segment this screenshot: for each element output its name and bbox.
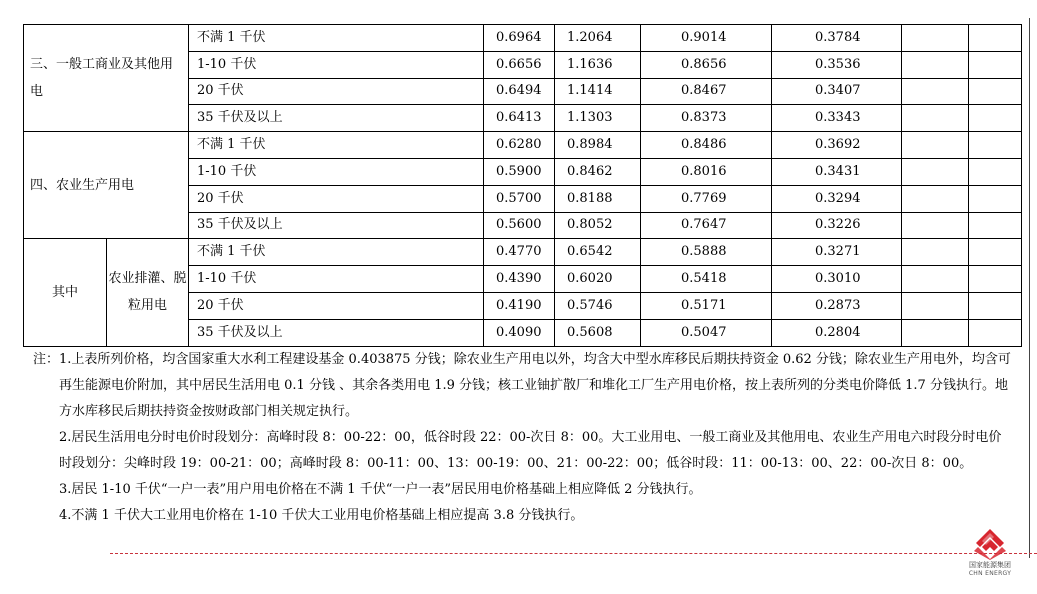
price-cell: 0.8984 <box>555 132 641 159</box>
price-cell: 0.8656 <box>641 51 772 78</box>
price-cell: 0.8188 <box>555 185 641 212</box>
price-cell: 0.2804 <box>772 319 902 346</box>
category-cell: 三、一般工商业及其他用电 <box>24 25 189 132</box>
price-cell: 0.8052 <box>555 212 641 239</box>
voltage-tier-cell: 20 千伏 <box>189 185 484 212</box>
price-cell: 0.3343 <box>772 105 902 132</box>
voltage-tier-cell: 35 千伏及以上 <box>189 319 484 346</box>
category-cell: 其中 <box>24 239 107 346</box>
empty-cell <box>969 132 1022 159</box>
price-cell: 0.7647 <box>641 212 772 239</box>
note-item-3: 3.居民 1-10 千伏“一户一表”用户用电价格在不满 1 千伏“一户一表”居民用电价格基础上相应降低 2 分钱执行。 <box>59 482 702 497</box>
price-cell: 0.3010 <box>772 266 902 293</box>
price-cell: 1.2064 <box>555 25 641 52</box>
empty-cell <box>902 212 969 239</box>
note-text: 1.上表所列价格，均含国家重大水利工程建设基金 0.403875 分钱；除农业生产用电以外，均含大中型水库移民后期扶持资金 0.62 分钱；除农业生产用电外，均含可再生能源电价附加，其中居民生活用电 0.1 分钱 、其余各类用电 1.9 分钱；核工业铀扩散厂和堆化工厂生产用电价格，按上表所列的分类电价降低 1.7 分钱执行。地方水库移民后期扶持资金按财政部门相关规定执行。 <box>59 352 1011 419</box>
price-cell: 0.8486 <box>641 132 772 159</box>
table-row <box>24 25 1022 52</box>
logo-name-en: CHN ENERGY <box>968 570 1012 577</box>
empty-cell <box>902 185 969 212</box>
company-logo <box>958 528 1022 588</box>
price-cell: 0.3226 <box>772 212 902 239</box>
price-cell: 1.1414 <box>555 78 641 105</box>
price-cell: 0.6280 <box>484 132 555 159</box>
tariff-table <box>23 24 1022 347</box>
empty-cell <box>902 25 969 52</box>
price-cell: 0.3692 <box>772 132 902 159</box>
voltage-tier-cell: 35 千伏及以上 <box>189 212 484 239</box>
table-row <box>24 132 1022 159</box>
price-cell: 0.3271 <box>772 239 902 266</box>
empty-cell <box>969 185 1022 212</box>
price-cell: 0.5900 <box>484 158 555 185</box>
notes-title: 注： <box>33 352 60 367</box>
subcategory-cell: 农业排灌、脱粒用电 <box>107 239 189 346</box>
empty-cell <box>969 319 1022 346</box>
price-cell: 0.4190 <box>484 292 555 319</box>
price-cell: 0.8016 <box>641 158 772 185</box>
empty-cell <box>902 266 969 293</box>
voltage-tier-cell: 1-10 千伏 <box>189 158 484 185</box>
price-cell: 0.3536 <box>772 51 902 78</box>
price-cell: 0.8462 <box>555 158 641 185</box>
price-cell: 0.6494 <box>484 78 555 105</box>
price-cell: 0.7769 <box>641 185 772 212</box>
price-cell: 0.5608 <box>555 319 641 346</box>
price-cell: 0.8373 <box>641 105 772 132</box>
price-cell: 0.3431 <box>772 158 902 185</box>
price-cell: 0.4090 <box>484 319 555 346</box>
voltage-tier-cell: 不满 1 千伏 <box>189 25 484 52</box>
price-cell: 0.5418 <box>641 266 772 293</box>
price-cell: 0.3294 <box>772 185 902 212</box>
empty-cell <box>902 51 969 78</box>
voltage-tier-cell: 1-10 千伏 <box>189 266 484 293</box>
empty-cell <box>902 132 969 159</box>
price-cell: 1.1303 <box>555 105 641 132</box>
price-cell: 0.9014 <box>641 25 772 52</box>
empty-cell <box>969 212 1022 239</box>
footer-dashed-line <box>110 553 1037 554</box>
voltage-tier-cell: 1-10 千伏 <box>189 51 484 78</box>
price-cell: 0.5047 <box>641 319 772 346</box>
empty-cell <box>969 158 1022 185</box>
price-cell: 0.6656 <box>484 51 555 78</box>
price-cell: 0.3407 <box>772 78 902 105</box>
empty-cell <box>969 51 1022 78</box>
empty-cell <box>969 105 1022 132</box>
voltage-tier-cell: 不满 1 千伏 <box>189 239 484 266</box>
empty-cell <box>902 292 969 319</box>
empty-cell <box>902 158 969 185</box>
notes-section <box>23 347 1013 529</box>
price-cell: 0.6964 <box>484 25 555 52</box>
voltage-tier-cell: 35 千伏及以上 <box>189 105 484 132</box>
voltage-tier-cell: 20 千伏 <box>189 292 484 319</box>
price-cell: 0.5746 <box>555 292 641 319</box>
price-cell: 0.5700 <box>484 185 555 212</box>
note-item-4: 4.不满 1 千伏大工业用电价格在 1-10 千伏大工业用电价格基础上相应提高 3.8 分钱执行。 <box>59 508 584 523</box>
note-item-1 <box>23 347 1013 425</box>
price-cell: 0.2873 <box>772 292 902 319</box>
empty-cell <box>902 239 969 266</box>
empty-cell <box>902 105 969 132</box>
chn-energy-logo-icon <box>970 528 1010 560</box>
voltage-tier-cell: 不满 1 千伏 <box>189 132 484 159</box>
price-cell: 1.1636 <box>555 51 641 78</box>
empty-cell <box>969 78 1022 105</box>
price-cell: 0.8467 <box>641 78 772 105</box>
price-cell: 0.5888 <box>641 239 772 266</box>
logo-name-cn: 国家能源集团 <box>969 561 1011 569</box>
price-cell: 0.4770 <box>484 239 555 266</box>
price-cell: 0.6020 <box>555 266 641 293</box>
table-row <box>24 239 1022 266</box>
price-cell: 0.3784 <box>772 25 902 52</box>
price-cell: 0.6413 <box>484 105 555 132</box>
empty-cell <box>902 78 969 105</box>
price-cell: 0.4390 <box>484 266 555 293</box>
price-cell: 0.5171 <box>641 292 772 319</box>
empty-cell <box>902 319 969 346</box>
price-cell: 0.6542 <box>555 239 641 266</box>
page-right-border <box>1029 18 1030 558</box>
note-item-2: 2.居民生活用电分时电价时段划分：高峰时段 8：00-22：00，低谷时段 22：00-次日 8：00。大工业用电、一般工商业及其他用电、农业生产用电六时段分时电价时段划分：尖峰时段 19：00-21：00；高峰时段 8：00-11：00、13：00-19：00、21：00-22：00；低谷时段：11：00-13：00、22：00-次日 8：00。 <box>59 430 1002 471</box>
empty-cell <box>969 239 1022 266</box>
voltage-tier-cell: 20 千伏 <box>189 78 484 105</box>
empty-cell <box>969 266 1022 293</box>
category-cell: 四、农业生产用电 <box>24 132 189 239</box>
empty-cell <box>969 25 1022 52</box>
price-cell: 0.5600 <box>484 212 555 239</box>
empty-cell <box>969 292 1022 319</box>
